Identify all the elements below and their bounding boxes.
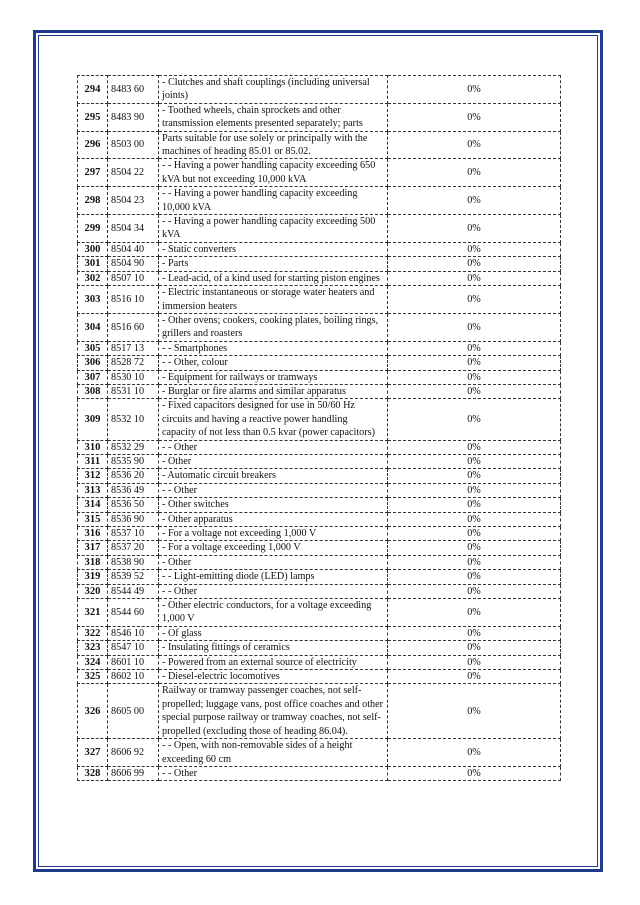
rate-cell: 0% [388,469,561,483]
rate-cell: 0% [388,341,561,355]
description-cell: - - Other [159,766,388,780]
row-number-cell: 320 [78,584,108,598]
table-row [78,187,561,215]
hs-code-cell: 8536 49 [108,483,159,497]
table-row [78,570,561,584]
rate-cell: 0% [388,215,561,243]
description-cell: - Clutches and shaft couplings (including universal joints) [159,76,388,104]
description-cell: Railway or tramway passenger coaches, not self-propelled; luggage vans, post office coaches and other special purpose railway or tramway coaches, not self-propelled (excluding those of heading 86.04). [159,684,388,739]
table-row [78,541,561,555]
row-number-cell: 313 [78,483,108,497]
table-row [78,384,561,398]
description-cell: - Parts [159,257,388,271]
row-number-cell: 324 [78,655,108,669]
description-cell: - Insulating fittings of ceramics [159,641,388,655]
description-cell: - - Open, with non-removable sides of a height exceeding 60 cm [159,739,388,767]
rate-cell: 0% [388,670,561,684]
rate-cell: 0% [388,641,561,655]
row-number-cell: 315 [78,512,108,526]
rate-cell: 0% [388,541,561,555]
row-number-cell: 295 [78,103,108,131]
rate-cell: 0% [388,454,561,468]
hs-code-cell: 8544 49 [108,584,159,598]
row-number-cell: 306 [78,356,108,370]
description-cell: - Automatic circuit breakers [159,469,388,483]
rate-cell: 0% [388,313,561,341]
rate-cell: 0% [388,187,561,215]
hs-code-cell: 8536 20 [108,469,159,483]
description-cell: - Other [159,555,388,569]
table-row [78,341,561,355]
row-number-cell: 307 [78,370,108,384]
hs-code-cell: 8606 99 [108,766,159,780]
row-number-cell: 318 [78,555,108,569]
hs-code-cell: 8530 10 [108,370,159,384]
row-number-cell: 302 [78,271,108,285]
table-row [78,399,561,440]
row-number-cell: 314 [78,498,108,512]
description-cell: - - Smartphones [159,341,388,355]
table-row [78,242,561,256]
hs-code-cell: 8504 90 [108,257,159,271]
row-number-cell: 294 [78,76,108,104]
description-cell: - - Having a power handling capacity exceeding 10,000 kVA [159,187,388,215]
rate-cell: 0% [388,498,561,512]
hs-code-cell: 8601 10 [108,655,159,669]
description-cell: - Burglar or fire alarms and similar apparatus [159,384,388,398]
table-row [78,131,561,159]
hs-code-cell: 8504 22 [108,159,159,187]
description-cell: - For a voltage not exceeding 1,000 V [159,527,388,541]
description-cell: - - Having a power handling capacity exceeding 650 kVA but not exceeding 10,000 kVA [159,159,388,187]
table-row [78,670,561,684]
rate-cell: 0% [388,257,561,271]
description-cell: - Fixed capacitors designed for use in 50/60 Hz circuits and having a reactive power handling capacity of not less than 0.5 kvar (power capacitors) [159,399,388,440]
rate-cell: 0% [388,399,561,440]
row-number-cell: 297 [78,159,108,187]
table-row [78,555,561,569]
hs-code-cell: 8544 60 [108,599,159,627]
table-row [78,766,561,780]
table-row [78,159,561,187]
row-number-cell: 316 [78,527,108,541]
hs-code-cell: 8531 10 [108,384,159,398]
table-row [78,454,561,468]
table-row [78,641,561,655]
row-number-cell: 328 [78,766,108,780]
table-row [78,512,561,526]
table-row [78,483,561,497]
hs-code-cell: 8483 90 [108,103,159,131]
rate-cell: 0% [388,286,561,314]
description-cell: Parts suitable for use solely or principally with the machines of heading 85.01 or 85.02. [159,131,388,159]
hs-code-cell: 8538 90 [108,555,159,569]
table-row [78,527,561,541]
hs-code-cell: 8537 20 [108,541,159,555]
table-row [78,469,561,483]
description-cell: - Other switches [159,498,388,512]
row-number-cell: 323 [78,641,108,655]
hs-code-cell: 8517 13 [108,341,159,355]
hs-code-cell: 8528 72 [108,356,159,370]
row-number-cell: 308 [78,384,108,398]
hs-code-cell: 8532 10 [108,399,159,440]
table-row [78,313,561,341]
row-number-cell: 309 [78,399,108,440]
hs-code-cell: 8539 52 [108,570,159,584]
row-number-cell: 325 [78,670,108,684]
description-cell: - Other electric conductors, for a voltage exceeding 1,000 V [159,599,388,627]
hs-code-cell: 8483 60 [108,76,159,104]
hs-code-cell: 8547 10 [108,641,159,655]
row-number-cell: 296 [78,131,108,159]
row-number-cell: 304 [78,313,108,341]
description-cell: - Other [159,454,388,468]
hs-code-cell: 8516 60 [108,313,159,341]
rate-cell: 0% [388,271,561,285]
rate-cell: 0% [388,370,561,384]
row-number-cell: 299 [78,215,108,243]
table-row [78,76,561,104]
row-number-cell: 322 [78,626,108,640]
rate-cell: 0% [388,159,561,187]
description-cell: - - Other, colour [159,356,388,370]
rate-cell: 0% [388,440,561,454]
table-row [78,684,561,739]
table-row [78,215,561,243]
hs-code-cell: 8537 10 [108,527,159,541]
rate-cell: 0% [388,483,561,497]
table-row [78,286,561,314]
rate-cell: 0% [388,76,561,104]
description-cell: - Toothed wheels, chain sprockets and other transmission elements presented separately; parts [159,103,388,131]
description-cell: - Equipment for railways or tramways [159,370,388,384]
table-row [78,271,561,285]
rate-cell: 0% [388,131,561,159]
table-row [78,599,561,627]
hs-code-cell: 8536 90 [108,512,159,526]
hs-code-cell: 8532 29 [108,440,159,454]
rate-cell: 0% [388,655,561,669]
description-cell: - Other apparatus [159,512,388,526]
row-number-cell: 310 [78,440,108,454]
rate-cell: 0% [388,356,561,370]
description-cell: - Of glass [159,626,388,640]
row-number-cell: 303 [78,286,108,314]
rate-cell: 0% [388,384,561,398]
table-row [78,498,561,512]
rate-cell: 0% [388,584,561,598]
row-number-cell: 327 [78,739,108,767]
hs-code-cell: 8605 00 [108,684,159,739]
hs-code-cell: 8504 40 [108,242,159,256]
rate-cell: 0% [388,103,561,131]
table-row [78,440,561,454]
rate-cell: 0% [388,555,561,569]
table-row [78,739,561,767]
description-cell: - - Other [159,584,388,598]
description-cell: - Other ovens; cookers, cooking plates, boiling rings, grillers and roasters [159,313,388,341]
description-cell: - - Light-emitting diode (LED) lamps [159,570,388,584]
table-row [78,626,561,640]
rate-cell: 0% [388,626,561,640]
hs-code-cell: 8536 50 [108,498,159,512]
rate-cell: 0% [388,684,561,739]
row-number-cell: 305 [78,341,108,355]
row-number-cell: 317 [78,541,108,555]
hs-code-cell: 8504 23 [108,187,159,215]
description-cell: - - Other [159,440,388,454]
hs-code-cell: 8516 10 [108,286,159,314]
table-row [78,370,561,384]
hs-code-cell: 8504 34 [108,215,159,243]
row-number-cell: 300 [78,242,108,256]
rate-cell: 0% [388,766,561,780]
hs-code-cell: 8507 10 [108,271,159,285]
hs-code-cell: 8606 92 [108,739,159,767]
rate-cell: 0% [388,527,561,541]
description-cell: - Electric instantaneous or storage water heaters and immersion heaters [159,286,388,314]
tariff-table-body [78,76,561,781]
tariff-table [77,75,561,781]
row-number-cell: 311 [78,454,108,468]
table-row [78,356,561,370]
description-cell: - - Having a power handling capacity exceeding 500 kVA [159,215,388,243]
row-number-cell: 298 [78,187,108,215]
description-cell: - Lead-acid, of a kind used for starting piston engines [159,271,388,285]
rate-cell: 0% [388,599,561,627]
description-cell: - Diesel-electric locomotives [159,670,388,684]
row-number-cell: 312 [78,469,108,483]
description-cell: - Powered from an external source of electricity [159,655,388,669]
table-row [78,655,561,669]
rate-cell: 0% [388,570,561,584]
hs-code-cell: 8535 90 [108,454,159,468]
table-row [78,257,561,271]
row-number-cell: 326 [78,684,108,739]
rate-cell: 0% [388,512,561,526]
table-row [78,103,561,131]
hs-code-cell: 8602 10 [108,670,159,684]
row-number-cell: 319 [78,570,108,584]
row-number-cell: 321 [78,599,108,627]
description-cell: - For a voltage exceeding 1,000 V [159,541,388,555]
description-cell: - Static converters [159,242,388,256]
row-number-cell: 301 [78,257,108,271]
rate-cell: 0% [388,242,561,256]
table-row [78,584,561,598]
hs-code-cell: 8503 00 [108,131,159,159]
description-cell: - - Other [159,483,388,497]
rate-cell: 0% [388,739,561,767]
hs-code-cell: 8546 10 [108,626,159,640]
